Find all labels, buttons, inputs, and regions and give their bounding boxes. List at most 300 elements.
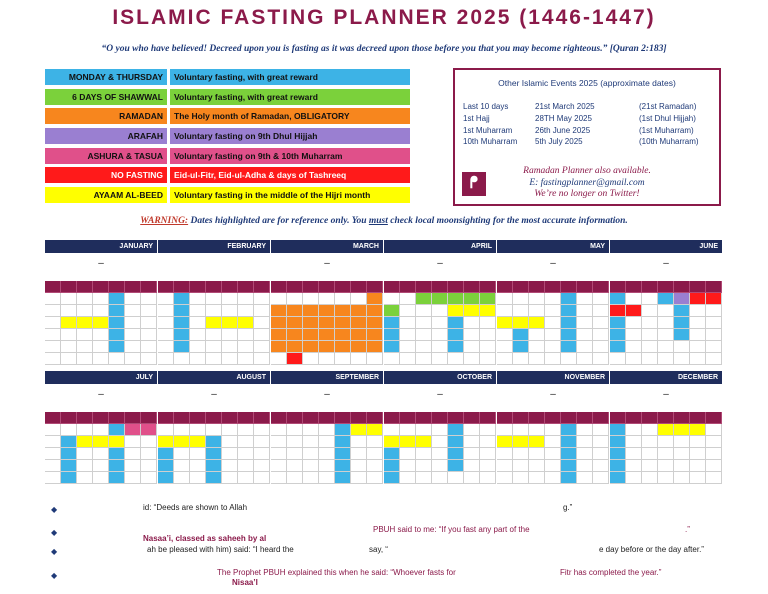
day-cell	[384, 472, 400, 484]
day-cell	[141, 305, 157, 317]
day-cell	[335, 460, 351, 472]
footnote-text: Fitr has completed the year.”	[560, 568, 662, 577]
day-cell	[367, 353, 383, 365]
day-cell	[335, 353, 351, 365]
day-cell	[642, 317, 658, 329]
weekday-header-cell	[287, 412, 303, 424]
day-cell	[45, 293, 61, 305]
legend-key: ASHURA & TASUA	[45, 148, 167, 164]
day-cell	[367, 293, 383, 305]
day-cell	[529, 448, 545, 460]
day-cell	[125, 329, 141, 341]
day-cell	[174, 424, 190, 436]
day-cell	[222, 341, 238, 353]
day-cell	[690, 472, 706, 484]
day-cell	[93, 460, 109, 472]
day-cell	[706, 353, 722, 365]
day-cell	[190, 460, 206, 472]
day-cell	[238, 305, 254, 317]
day-cell	[45, 329, 61, 341]
day-cell	[254, 329, 270, 341]
weekday-header-cell	[93, 281, 109, 293]
month-hijri-label: –	[550, 258, 556, 269]
day-cell	[335, 341, 351, 353]
day-cell	[464, 329, 480, 341]
weekday-header-cell	[254, 281, 270, 293]
day-cell	[577, 424, 593, 436]
weekday-header-cell	[93, 412, 109, 424]
event-date: 28TH May 2025	[535, 114, 592, 123]
day-cell	[93, 329, 109, 341]
weekday-header-cell	[367, 281, 383, 293]
day-cell	[45, 305, 61, 317]
day-cell	[674, 317, 690, 329]
day-cell	[319, 293, 335, 305]
footnote-text: ah be pleased with him) said: “I heard the	[147, 545, 294, 554]
legend-value: Voluntary fasting, with great reward	[170, 89, 410, 105]
day-cell	[335, 436, 351, 448]
day-cell	[303, 424, 319, 436]
day-cell	[610, 424, 626, 436]
weekday-header-cell	[626, 281, 642, 293]
day-cell	[254, 293, 270, 305]
weekday-header-cell	[448, 281, 464, 293]
day-cell	[77, 448, 93, 460]
day-cell	[222, 329, 238, 341]
day-cell	[109, 293, 125, 305]
day-cell	[45, 424, 61, 436]
day-cell	[658, 460, 674, 472]
day-cell	[658, 353, 674, 365]
day-cell	[432, 472, 448, 484]
weekday-header-cell	[367, 412, 383, 424]
day-cell	[448, 353, 464, 365]
day-cell	[658, 329, 674, 341]
day-cell	[545, 293, 561, 305]
weekday-header-cell	[610, 281, 626, 293]
day-cell	[190, 293, 206, 305]
day-cell	[319, 305, 335, 317]
day-cell	[706, 436, 722, 448]
legend-value: Voluntary fasting on 9th Dhul Hijjah	[170, 128, 410, 144]
day-cell	[287, 448, 303, 460]
day-cell	[141, 424, 157, 436]
weekday-header-cell	[497, 281, 513, 293]
day-cell	[432, 317, 448, 329]
day-cell	[77, 436, 93, 448]
day-cell	[271, 329, 287, 341]
day-cell	[287, 424, 303, 436]
day-cell	[238, 448, 254, 460]
day-cell	[254, 317, 270, 329]
day-cell	[432, 460, 448, 472]
day-cell	[529, 305, 545, 317]
day-cell	[480, 293, 496, 305]
legend-row	[45, 128, 410, 144]
day-cell	[593, 353, 609, 365]
weekday-header-cell	[109, 412, 125, 424]
day-cell	[190, 424, 206, 436]
day-cell	[674, 341, 690, 353]
contact-email[interactable]: E: fastingplanner@gmail.com	[529, 178, 645, 188]
month-february	[158, 240, 270, 365]
day-cell	[610, 317, 626, 329]
day-cell	[658, 317, 674, 329]
weekday-header-cell	[77, 412, 93, 424]
month-may	[497, 240, 609, 365]
day-cell	[658, 341, 674, 353]
event-row	[463, 126, 713, 137]
weekday-header-cell	[335, 281, 351, 293]
day-cell	[529, 424, 545, 436]
day-cell	[448, 305, 464, 317]
day-cell	[222, 448, 238, 460]
day-cell	[497, 341, 513, 353]
day-cell	[61, 353, 77, 365]
month-header: MAY	[497, 240, 609, 253]
day-cell	[561, 317, 577, 329]
day-cell	[674, 329, 690, 341]
day-cell	[513, 436, 529, 448]
day-cell	[658, 293, 674, 305]
day-cell	[513, 460, 529, 472]
day-cell	[287, 436, 303, 448]
day-cell	[674, 293, 690, 305]
day-cell	[190, 353, 206, 365]
day-cell	[690, 424, 706, 436]
month-hijri-label: –	[98, 258, 104, 269]
day-cell	[497, 472, 513, 484]
day-cell	[319, 329, 335, 341]
legend-value: Eid-ul-Fitr, Eid-ul-Adha & days of Tashreeq	[170, 167, 410, 183]
day-cell	[384, 460, 400, 472]
day-cell	[480, 305, 496, 317]
day-cell	[626, 329, 642, 341]
day-cell	[319, 460, 335, 472]
day-cell	[367, 436, 383, 448]
month-grid	[610, 281, 722, 365]
day-cell	[448, 424, 464, 436]
day-cell	[464, 305, 480, 317]
day-cell	[464, 472, 480, 484]
day-cell	[610, 293, 626, 305]
day-cell	[706, 305, 722, 317]
day-cell	[626, 293, 642, 305]
day-cell	[545, 353, 561, 365]
day-cell	[271, 353, 287, 365]
day-cell	[464, 353, 480, 365]
day-cell	[319, 353, 335, 365]
event-name: 1st Muharram	[463, 126, 513, 135]
day-cell	[351, 472, 367, 484]
event-name: 1st Hajj	[463, 114, 490, 123]
day-cell	[61, 293, 77, 305]
event-row	[463, 114, 713, 125]
month-grid	[497, 281, 609, 365]
day-cell	[109, 341, 125, 353]
day-cell	[61, 472, 77, 484]
day-cell	[222, 436, 238, 448]
event-hijri: (1st Dhul Hijjah)	[639, 114, 696, 123]
day-cell	[561, 424, 577, 436]
day-cell	[158, 460, 174, 472]
weekday-header-cell	[577, 412, 593, 424]
day-cell	[706, 448, 722, 460]
event-date: 26th June 2025	[535, 126, 591, 135]
weekday-header-cell	[642, 281, 658, 293]
day-cell	[77, 472, 93, 484]
weekday-header-cell	[561, 412, 577, 424]
day-cell	[593, 341, 609, 353]
day-cell	[93, 305, 109, 317]
day-cell	[222, 293, 238, 305]
day-cell	[174, 436, 190, 448]
day-cell	[448, 472, 464, 484]
weekday-header-cell	[593, 412, 609, 424]
month-hijri-label: –	[437, 389, 443, 400]
day-cell	[190, 305, 206, 317]
weekday-header-cell	[222, 281, 238, 293]
month-header: AUGUST	[158, 371, 270, 384]
day-cell	[93, 472, 109, 484]
month-header: DECEMBER	[610, 371, 722, 384]
day-cell	[577, 460, 593, 472]
day-cell	[400, 317, 416, 329]
day-cell	[674, 436, 690, 448]
day-cell	[384, 293, 400, 305]
weekday-header-cell	[141, 412, 157, 424]
month-header: JUNE	[610, 240, 722, 253]
day-cell	[432, 293, 448, 305]
day-cell	[448, 460, 464, 472]
day-cell	[109, 424, 125, 436]
day-cell	[335, 293, 351, 305]
day-cell	[610, 448, 626, 460]
day-cell	[690, 341, 706, 353]
weekday-header-cell	[497, 412, 513, 424]
legend-value: Voluntary fasting in the middle of the Hijri month	[170, 187, 410, 203]
day-cell	[642, 293, 658, 305]
weekday-header-cell	[190, 412, 206, 424]
day-cell	[93, 448, 109, 460]
footnote-text: .”	[685, 525, 690, 534]
day-cell	[45, 460, 61, 472]
weekday-header-cell	[109, 281, 125, 293]
day-cell	[45, 341, 61, 353]
day-cell	[158, 317, 174, 329]
day-cell	[174, 305, 190, 317]
day-cell	[190, 317, 206, 329]
day-cell	[238, 460, 254, 472]
day-cell	[400, 353, 416, 365]
day-cell	[206, 293, 222, 305]
day-cell	[141, 341, 157, 353]
day-cell	[529, 472, 545, 484]
day-cell	[400, 472, 416, 484]
warning-text	[0, 216, 768, 226]
day-cell	[77, 317, 93, 329]
day-cell	[658, 305, 674, 317]
day-cell	[658, 472, 674, 484]
day-cell	[400, 460, 416, 472]
day-cell	[125, 424, 141, 436]
event-hijri: (21st Ramadan)	[639, 102, 697, 111]
legend-value: The Holy month of Ramadan, OBLIGATORY	[170, 108, 410, 124]
day-cell	[642, 448, 658, 460]
day-cell	[577, 436, 593, 448]
day-cell	[706, 293, 722, 305]
weekday-header-cell	[351, 281, 367, 293]
day-cell	[77, 424, 93, 436]
day-cell	[545, 460, 561, 472]
day-cell	[367, 472, 383, 484]
day-cell	[642, 436, 658, 448]
day-cell	[303, 472, 319, 484]
day-cell	[658, 448, 674, 460]
day-cell	[610, 341, 626, 353]
weekday-header-cell	[61, 412, 77, 424]
day-cell	[254, 353, 270, 365]
month-september	[271, 371, 383, 484]
day-cell	[158, 341, 174, 353]
month-march	[271, 240, 383, 365]
day-cell	[287, 341, 303, 353]
footnote-source: Nasaa’i, classed as saheeh by al	[143, 534, 267, 543]
day-cell	[480, 460, 496, 472]
day-cell	[513, 472, 529, 484]
day-cell	[497, 305, 513, 317]
weekday-header-cell	[513, 412, 529, 424]
day-cell	[545, 317, 561, 329]
day-cell	[174, 329, 190, 341]
legend-key: AYAAM AL-BEED	[45, 187, 167, 203]
weekday-header-cell	[577, 281, 593, 293]
month-grid	[271, 281, 383, 365]
day-cell	[593, 329, 609, 341]
weekday-header-cell	[61, 281, 77, 293]
day-cell	[448, 436, 464, 448]
day-cell	[287, 317, 303, 329]
day-cell	[448, 317, 464, 329]
calendar	[45, 240, 721, 498]
month-november	[497, 371, 609, 484]
day-cell	[706, 341, 722, 353]
weekday-header-cell	[448, 412, 464, 424]
day-cell	[125, 293, 141, 305]
day-cell	[206, 329, 222, 341]
day-cell	[61, 329, 77, 341]
day-cell	[287, 305, 303, 317]
day-cell	[400, 293, 416, 305]
event-date: 21st March 2025	[535, 102, 595, 111]
day-cell	[626, 317, 642, 329]
day-cell	[125, 317, 141, 329]
day-cell	[45, 448, 61, 460]
day-cell	[77, 329, 93, 341]
legend-value: Voluntary fasting on 9th & 10th Muharram	[170, 148, 410, 164]
day-cell	[303, 317, 319, 329]
day-cell	[109, 353, 125, 365]
day-cell	[480, 472, 496, 484]
day-cell	[238, 329, 254, 341]
day-cell	[642, 472, 658, 484]
weekday-header-cell	[158, 281, 174, 293]
day-cell	[222, 424, 238, 436]
month-hijri-label: –	[324, 389, 330, 400]
day-cell	[319, 341, 335, 353]
day-cell	[45, 436, 61, 448]
day-cell	[93, 353, 109, 365]
day-cell	[690, 329, 706, 341]
day-cell	[351, 293, 367, 305]
weekday-header-cell	[77, 281, 93, 293]
month-header: APRIL	[384, 240, 496, 253]
day-cell	[367, 329, 383, 341]
day-cell	[593, 436, 609, 448]
day-cell	[497, 329, 513, 341]
day-cell	[674, 472, 690, 484]
day-cell	[222, 460, 238, 472]
day-cell	[480, 341, 496, 353]
day-cell	[561, 436, 577, 448]
weekday-header-cell	[400, 412, 416, 424]
day-cell	[351, 317, 367, 329]
day-cell	[400, 424, 416, 436]
day-cell	[610, 305, 626, 317]
day-cell	[626, 305, 642, 317]
weekday-header-cell	[706, 412, 722, 424]
day-cell	[513, 329, 529, 341]
day-cell	[561, 448, 577, 460]
day-cell	[626, 460, 642, 472]
weekday-header-cell	[610, 412, 626, 424]
day-cell	[464, 341, 480, 353]
day-cell	[351, 436, 367, 448]
weekday-header-cell	[545, 281, 561, 293]
weekday-header-cell	[351, 412, 367, 424]
day-cell	[109, 317, 125, 329]
weekday-header-cell	[529, 412, 545, 424]
day-cell	[626, 448, 642, 460]
day-cell	[77, 353, 93, 365]
day-cell	[593, 472, 609, 484]
weekday-header-cell	[254, 412, 270, 424]
day-cell	[577, 329, 593, 341]
day-cell	[480, 329, 496, 341]
day-cell	[367, 341, 383, 353]
day-cell	[545, 341, 561, 353]
ramadan-planner-note: Ramadan Planner also available.	[523, 166, 651, 176]
events-box	[453, 68, 721, 206]
warning-text-2: check local moonsighting for the most accurate information.	[387, 216, 628, 226]
day-cell	[561, 460, 577, 472]
day-cell	[480, 317, 496, 329]
day-cell	[254, 305, 270, 317]
event-row	[463, 137, 713, 148]
weekday-header-cell	[480, 281, 496, 293]
bullet-icon: ◆	[51, 505, 58, 514]
day-cell	[529, 341, 545, 353]
day-cell	[77, 460, 93, 472]
day-cell	[109, 305, 125, 317]
day-cell	[158, 329, 174, 341]
month-hijri-label: –	[211, 389, 217, 400]
day-cell	[93, 293, 109, 305]
day-cell	[190, 341, 206, 353]
month-header: MARCH	[271, 240, 383, 253]
day-cell	[125, 341, 141, 353]
weekday-header-cell	[141, 281, 157, 293]
